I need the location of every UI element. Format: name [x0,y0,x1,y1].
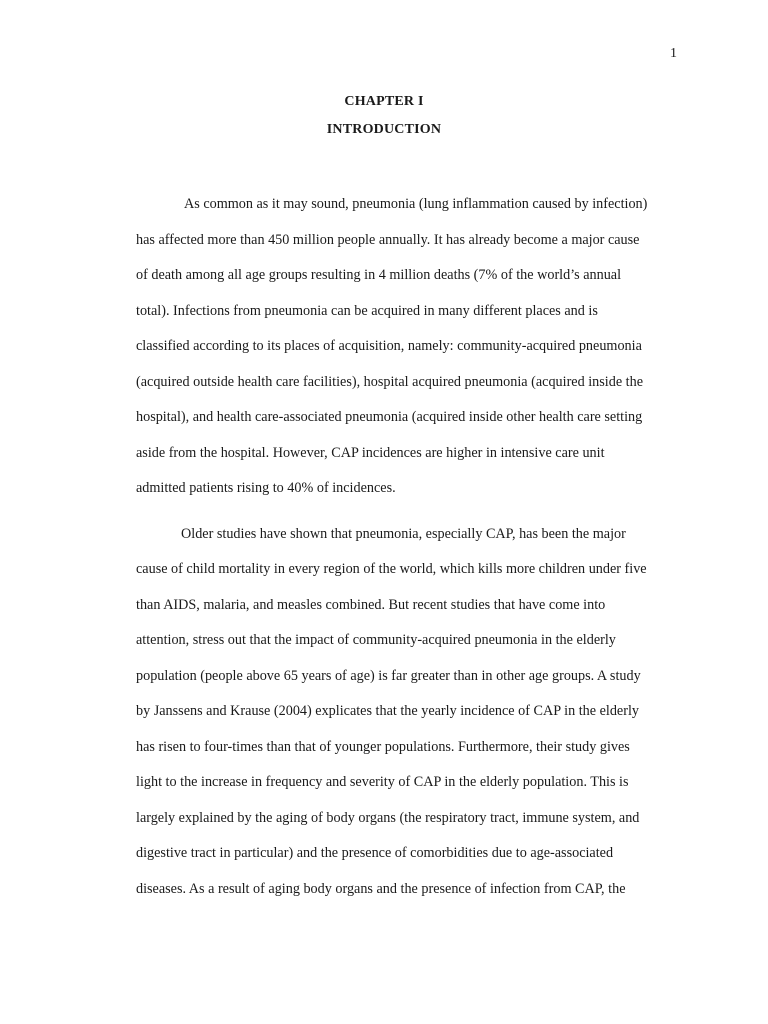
text-line: admitted patients rising to 40% of incidences. [136,480,396,496]
text-line: than AIDS, malaria, and measles combined. But recent studies that have come into [136,596,606,613]
text-line: of death among all age groups resulting in 4 million deaths (7% of the world’s annual [136,267,622,283]
text-line: Older studies have shown that pneumonia, especially CAP, has been the major [181,525,626,542]
text-line: aside from the hospital. However, CAP incidences are higher in intensive care unit [136,444,605,461]
text-line: by Janssens and Krause (2004) explicates that the yearly incidence of CAP in the elderly [136,703,639,719]
text-line: has affected more than 450 million people annually. It has already become a major cause [136,231,640,248]
text-line: (acquired outside health care facilities), hospital acquired pneumonia (acquired inside the [136,373,644,390]
body-text [136,187,680,907]
text-line: cause of child mortality in every region of the world, which kills more children under five [136,561,647,577]
text-line: largely explained by the aging of body organs (the respiratory tract, immune system, and [136,809,640,826]
text-line: classified according to its places of acquisition, namely: community-acquired pneumonia [136,338,642,354]
chapter-heading: CHAPTER I [344,94,424,109]
text-line: As common as it may sound, pneumonia (lung inflammation caused by infection) [184,196,648,212]
text-line: diseases. As a result of aging body organs and the presence of infection from CAP, the [136,880,626,897]
paragraph-2 [136,517,680,908]
text-line: digestive tract in particular) and the presence of comorbidities due to age-associated [136,845,614,861]
text-line: has risen to four-times than that of younger populations. Furthermore, their study gives [136,738,630,755]
text-line: total). Infections from pneumonia can be acquired in many different places and is [136,302,598,319]
text-line: hospital), and health care-associated pneumonia (acquired inside other health care setting [136,409,643,425]
paragraph-1 [136,187,680,507]
chapter-title: INTRODUCTION [326,122,442,137]
text-line: attention, stress out that the impact of community-acquired pneumonia in the elderly [136,632,616,648]
text-line: light to the increase in frequency and severity of CAP in the elderly population. This is [136,774,629,790]
page-number: 1 [670,46,677,61]
text-line: population (people above 65 years of age) is far greater than in other age groups. A study [136,667,641,684]
